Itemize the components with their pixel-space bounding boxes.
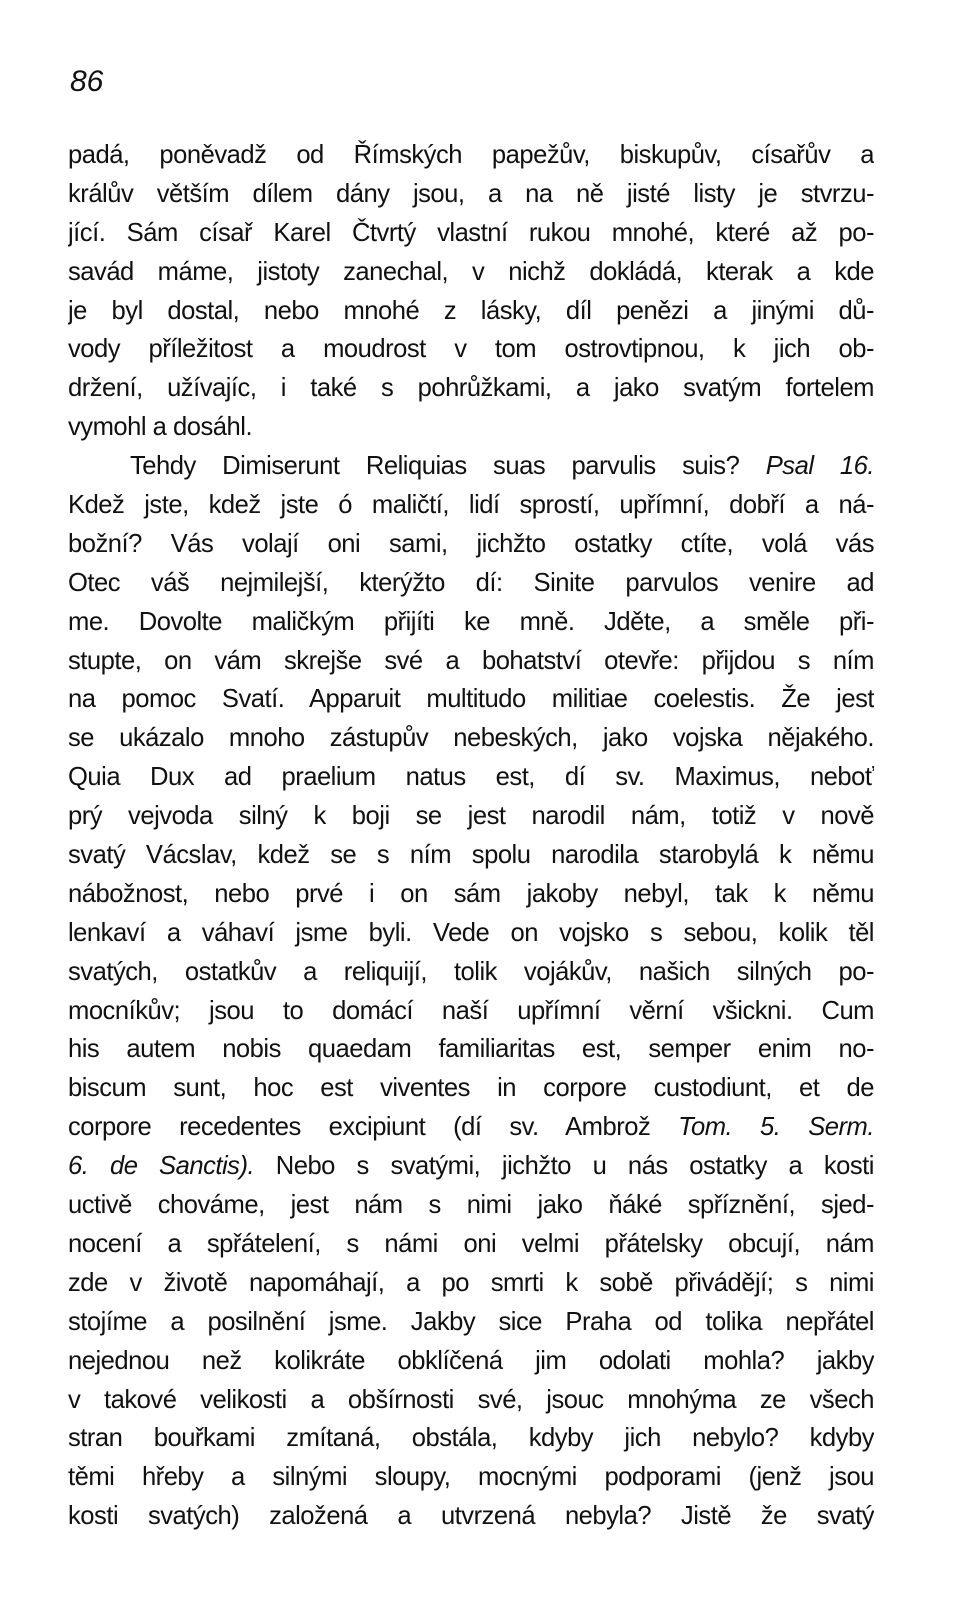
text-segment: prý vejvoda silný k boji se jest narodil nám, totiž v nově: [68, 802, 874, 831]
text-segment: Kdež jste, kdež jste ó maličtí, lidí sprostí, upřímní, dobří a ná-: [68, 491, 874, 520]
text-segment: lenkaví a váhaví jsme byli. Vede on vojsko s sebou, kolik těl: [68, 918, 874, 947]
text-line: [68, 408, 874, 447]
text-line: [68, 992, 874, 1031]
text-segment: nocení a spřátelení, s námi oni velmi přátelsky obcují, nám: [68, 1229, 874, 1258]
text-segment: me. Dovolte maličkým přijíti ke mně. Jděte, a směle při-: [68, 607, 874, 636]
text-segment: se ukázalo mnoho zástupův nebeských, jako vojska nějakého.: [68, 724, 874, 753]
text-line: [68, 875, 874, 914]
text-segment: uctivě chováme, jest nám s nimi jako ňáké spříznění, sjed-: [68, 1191, 874, 1220]
text-segment: Quia Dux ad praelium natus est, dí sv. Maximus, neboť: [68, 763, 874, 792]
page-number: 86: [70, 65, 104, 98]
text-line: [68, 758, 874, 797]
text-segment: padá, poněvadž od Římských papežův, biskupův, císařův a: [68, 141, 874, 169]
text-line: [68, 292, 874, 331]
italic-reference: Psal 16.: [765, 452, 874, 481]
text-segment: biscum sunt, hoc est viventes in corpore custodiunt, et de: [68, 1074, 874, 1103]
text-line: [68, 447, 874, 486]
text-line: [68, 719, 874, 758]
text-line: [68, 1419, 874, 1458]
text-line: [68, 525, 874, 564]
text-segment: nábožnost, nebo prvé i on sám jakoby nebyl, tak k němu: [68, 879, 874, 908]
text-segment: králův větším dílem dány jsou, a na ně jisté listy je stvrzu-: [68, 179, 874, 208]
text-line: [68, 369, 874, 408]
text-segment: je byl dostal, nebo mnohé z lásky, díl penězi a jinými dů-: [68, 296, 874, 325]
text-line: [68, 1381, 874, 1420]
paragraph: [68, 136, 874, 447]
text-line: [68, 1225, 874, 1264]
text-line: [68, 1458, 874, 1497]
text-line: [68, 1186, 874, 1225]
text-segment: v takové velikosti a obšírnosti své, jsouc mnohýma ze všech: [68, 1385, 874, 1414]
text-line: [68, 1030, 874, 1069]
italic-reference: 6. de Sanctis).: [68, 1152, 255, 1181]
text-segment: Nebo s svatými, jichžto u nás ostatky a kosti: [254, 1152, 874, 1181]
text-line: [68, 797, 874, 836]
text-segment: Tehdy Dimiserunt Reliquias suas parvulis suis?: [130, 452, 766, 481]
text-segment: vymohl a dosáhl.: [68, 413, 253, 442]
text-line: [68, 1264, 874, 1303]
body-text: [68, 136, 874, 1536]
text-segment: Otec váš nejmilejší, kterýžto dí: Sinite parvulos venire ad: [68, 568, 874, 597]
text-line: [68, 836, 874, 875]
paragraph: [68, 447, 874, 1536]
text-line: [68, 1303, 874, 1342]
text-segment: mocníkův; jsou to domácí naší upřímní věrní všickni. Cum: [68, 996, 874, 1025]
text-segment: kosti svatých) založená a utvrzená nebyla? Jistě že svatý: [68, 1502, 874, 1531]
text-segment: stojíme a posilnění jsme. Jakby sice Praha od tolika nepřátel: [68, 1307, 874, 1336]
text-line: [68, 214, 874, 253]
text-line: [68, 564, 874, 603]
text-segment: stran bouřkami zmítaná, obstála, kdyby jich nebylo? kdyby: [68, 1424, 874, 1453]
text-line: [68, 603, 874, 642]
text-line: [68, 642, 874, 681]
text-segment: těmi hřeby a silnými sloupy, mocnými podporami (jenž jsou: [68, 1463, 874, 1492]
text-line: [68, 680, 874, 719]
text-line: [68, 330, 874, 369]
italic-reference: Tom. 5. Serm.: [678, 1113, 874, 1142]
text-line: [68, 1069, 874, 1108]
text-segment: savád máme, jistoty zanechal, v nichž dokládá, kterak a kde: [68, 257, 874, 286]
text-line: [68, 1497, 874, 1536]
text-segment: stupte, on vám skrejše své a bohatství otevře: přijdou s ním: [68, 646, 874, 675]
text-segment: zde v životě napomáhají, a po smrti k sobě přivádějí; s nimi: [68, 1268, 874, 1297]
text-line: [68, 486, 874, 525]
text-segment: nejednou než kolikráte obklíčená jim odolati mohla? jakby: [68, 1346, 874, 1375]
text-segment: jící. Sám císař Karel Čtvrtý vlastní rukou mnohé, které až po-: [68, 218, 874, 247]
text-line: [68, 136, 874, 175]
text-segment: svatý Vácslav, kdež se s ním spolu narodila starobylá k němu: [68, 841, 874, 870]
text-line: [68, 253, 874, 292]
text-segment: svatých, ostatkův a reliquijí, tolik vojákův, našich silných po-: [68, 957, 874, 986]
text-segment: corpore recedentes excipiunt (dí sv. Ambrož: [68, 1113, 679, 1142]
text-line: [68, 914, 874, 953]
text-segment: na pomoc Svatí. Apparuit multitudo militiae coelestis. Že jest: [68, 685, 874, 714]
text-segment: božní? Vás volají oni sami, jichžto ostatky ctíte, volá vás: [68, 529, 874, 558]
text-line: [68, 953, 874, 992]
text-segment: vody příležitost a moudrost v tom ostrovtipnou, k jich ob-: [68, 335, 874, 364]
text-line: [68, 175, 874, 214]
text-segment: držení, užívajíc, i také s pohrůžkami, a jako svatým fortelem: [68, 374, 874, 403]
text-line: [68, 1342, 874, 1381]
text-line: [68, 1147, 874, 1186]
text-line: [68, 1108, 874, 1147]
text-segment: his autem nobis quaedam familiaritas est, semper enim no-: [68, 1035, 874, 1064]
